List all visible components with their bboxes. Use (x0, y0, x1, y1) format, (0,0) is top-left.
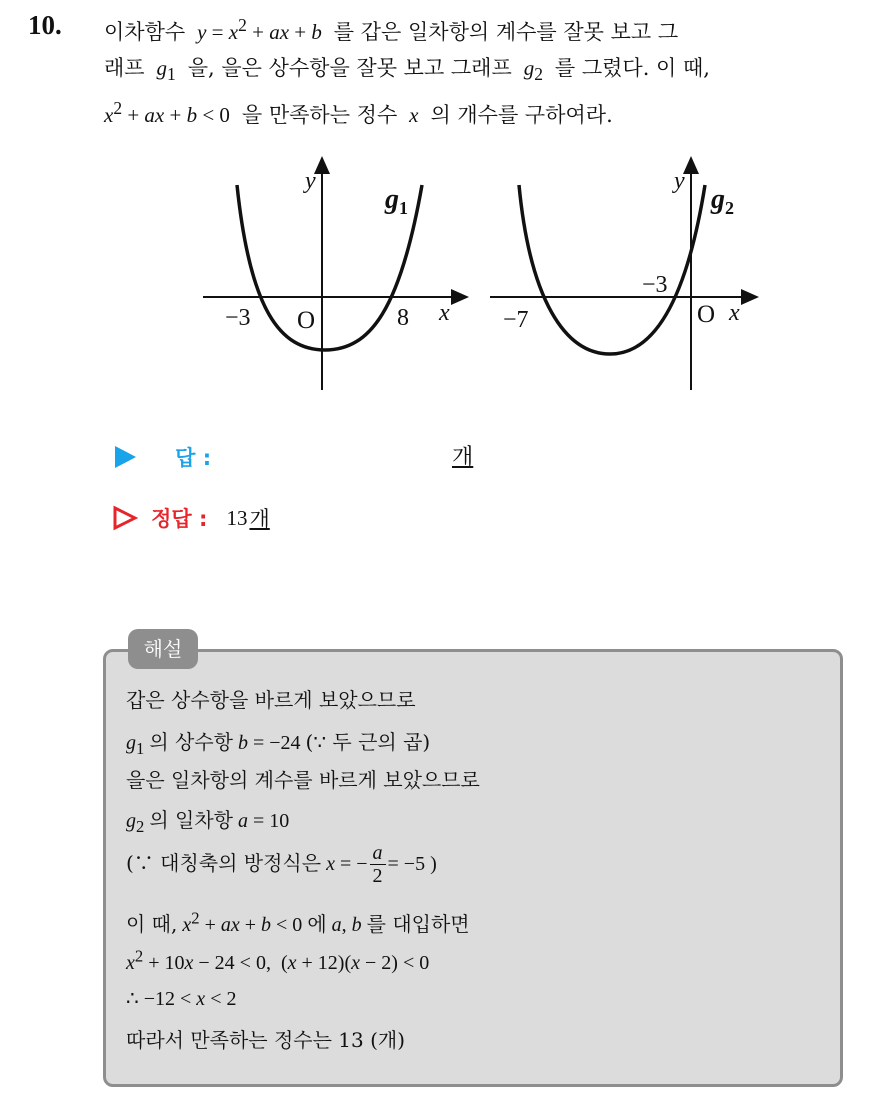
solution-line-3: 을은 일차항의 계수를 바르게 보았으므로 (126, 768, 480, 792)
y-intercept-label: −3 (642, 272, 668, 298)
root-right-label: 8 (397, 305, 409, 331)
question-line-2: 래프 $g_1$ 을, 을은 상수항을 잘못 보고 그래프 $g_2$ 를 그렸다. 이 때, (104, 56, 710, 85)
correct-answer-row (112, 503, 270, 533)
question-line-3: $x^2$ + ax + b < 0 을 만족하는 정수 x 의 개수를 구하여라. (104, 98, 613, 127)
outline-arrow-icon (112, 505, 138, 531)
correct-answer-unit: 개 (249, 507, 270, 531)
correct-answer-label: 정답 : (151, 507, 208, 531)
solution-line-9: 따라서 만족하는 정수는 13 (개) (126, 1028, 406, 1052)
fraction: $\frac{a}{2}$ (370, 842, 386, 887)
question-line-1: 이차함수 $y = x^2$ + ax + b 를 갑은 일차항의 계수를 잘못 보고 그 (104, 15, 679, 44)
play-arrow-icon (112, 444, 138, 470)
solution-line-7: $x^2 + 10x - 24 < 0$, (x + 12)(x − 2) < 0 (126, 946, 430, 974)
answer-label: 답 : (175, 446, 212, 470)
root-left-label: −7 (503, 307, 529, 333)
origin-label: O (297, 307, 316, 334)
curve-label-g1: $g_1$ (385, 184, 408, 218)
curve-label-g2: $g_2$ (711, 184, 734, 218)
solution-tab: 해설 (128, 629, 198, 669)
question-number: 10. (28, 10, 62, 40)
graph-g2 (485, 150, 770, 400)
solution-line-2: $g_1$ 의 상수항 b = −24 (∵ 두 근의 곱) (126, 730, 431, 758)
origin-label: O (697, 301, 716, 328)
solution-line-6: 이 때, $x^2$ + ax + b < 0 에 a, b 를 대입하면 (126, 908, 470, 936)
solution-line-5: (∵ 대칭축의 방정식은 x = − $\frac{a}{2}$ = −5 ) (126, 842, 437, 887)
answer-row (112, 442, 211, 472)
answer-unit: 개 (452, 445, 474, 470)
solution-line-4: $g_2$ 의 일차항 a = 10 (126, 808, 290, 836)
root-left-label: −3 (225, 305, 251, 331)
x-axis-label: x (729, 300, 740, 326)
parabola-g2 (519, 185, 705, 354)
correct-answer-value: 13 (226, 505, 248, 530)
y-axis-label: y (305, 168, 316, 194)
graph-g1 (195, 150, 480, 400)
solution-line-8: ∴ −12 < x < 2 (126, 988, 237, 1010)
solution-line-1: 갑은 상수항을 바르게 보았으므로 (126, 688, 416, 712)
x-axis-label: x (439, 300, 450, 326)
y-axis-label: y (674, 168, 685, 194)
